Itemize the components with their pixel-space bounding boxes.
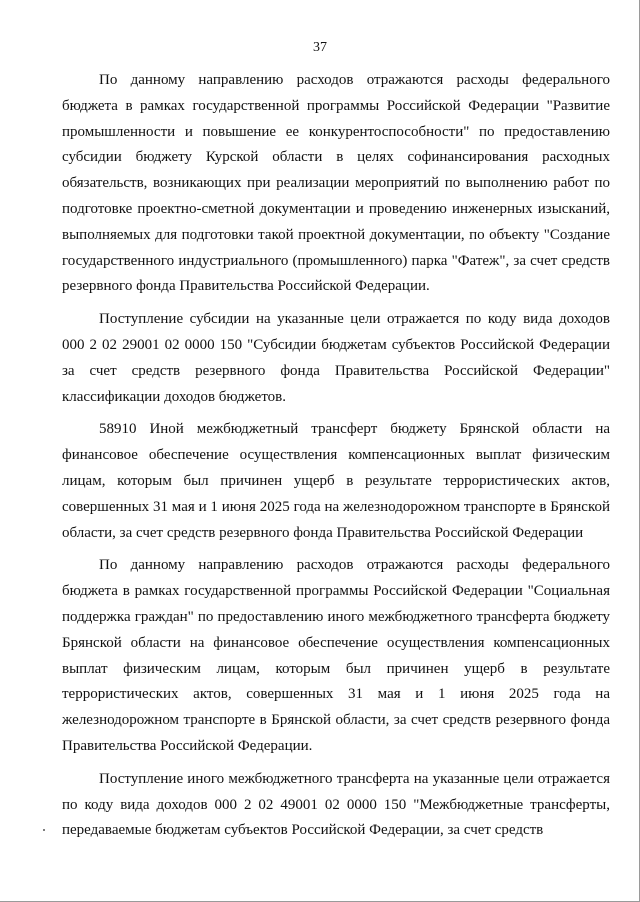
paragraph-5: Поступление иного межбюджетного трансферта на указанные цели отражается по коду вида доходов 000 2 02 49001 02 0000 150 "Межбюджетные трансферты, передаваемые бюджетам субъектов Российской Федерации, за счет средств — [62, 770, 610, 839]
page-number: 37 — [313, 40, 327, 55]
document-body — [62, 68, 610, 844]
paragraph-4: По данному направлению расходов отражаются расходы федерального бюджета в рамках государственной программы Российской Федерации "Социальная поддержка граждан" по предоставлению иного межбюджетного трансферта бюджету Брянской области на финансовое обеспечение осуществления компенсационных выплат физическим лицам, которым был причинен ущерб в результате террористических актов, совершенных 31 мая и 1 июня 2025 года на железнодорожном транспорте в Брянской области, за счет средств резервного фонда Правительства Российской Федерации. — [62, 557, 610, 754]
paragraph-2: Поступление субсидии на указанные цели отражается по коду вида доходов 000 2 02 29001 02 0000 150 "Субсидии бюджетам субъектов Российской Федерации за счет средств резервного фонда Правительства Российской Федерации" классификации доходов бюджетов. — [62, 311, 610, 405]
scan-artifact-dot — [43, 829, 45, 831]
paragraph-1: По данному направлению расходов отражаются расходы федерального бюджета в рамках государственной программы Российской Федерации "Развитие промышленности и повышение ее конкурентоспособности" по предоставлению субсидии бюджету Курской области в целях софинансирования расходных обязательств, возникающих при реализации мероприятий по выполнению работ по подготовке проектно-сметной документации и проведению инженерных изысканий, выполняемых для подготовки такой проектной документации, по объекту "Создание государственного индустриального (промышленного) парка "Фатеж", за счет средств резервного фонда Правительства Российской Федерации. — [62, 72, 610, 295]
paragraph-3: 58910 Иной межбюджетный трансферт бюджету Брянской области на финансовое обеспечение осуществления компенсационных выплат физическим лицам, которым был причинен ущерб в результате террористических актов, совершенных 31 мая и 1 июня 2025 года на железнодорожном транспорте в Брянской области, за счет средств резервного фонда Правительства Российской Федерации — [62, 421, 610, 541]
